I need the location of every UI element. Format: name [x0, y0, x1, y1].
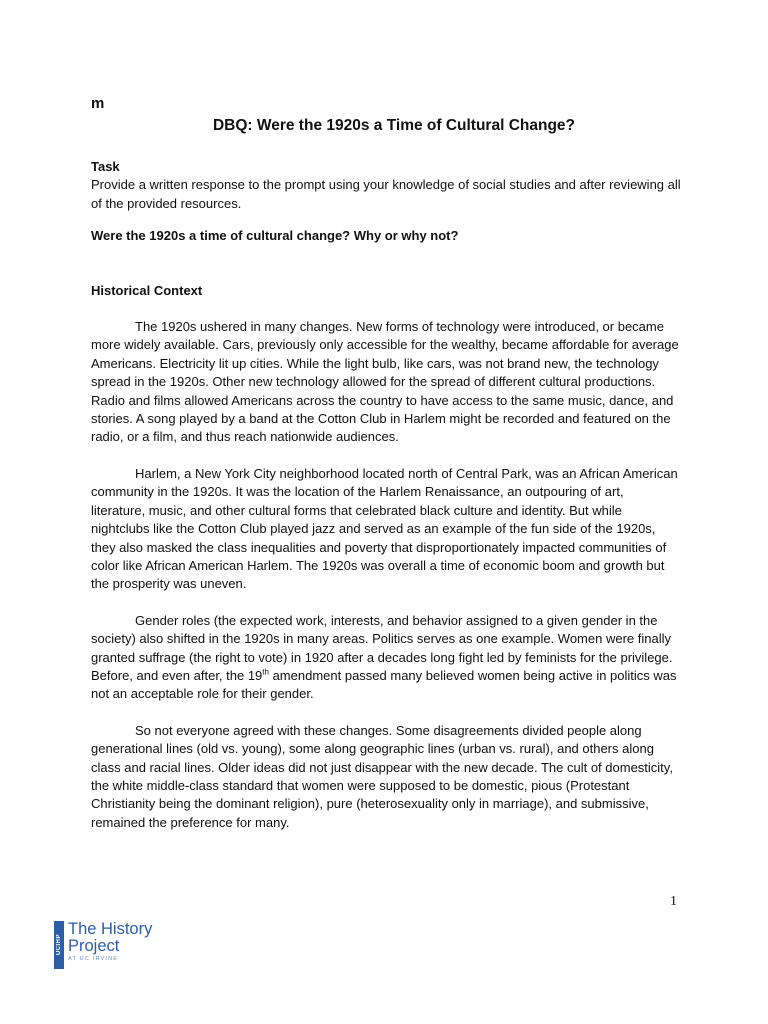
- paragraph-3-text-a: Gender roles (the expected work, interests, and behavior assigned to a given gender in the society) also shifted in the 1920s in many areas. Politics serves as one example. Women were finally granted suffrage (the right to vote) in 1920 after a decades long fight led by feminists for the privilege. Before, and even after, the 19: [91, 612, 673, 683]
- logo-vertical-bar: [54, 921, 64, 969]
- context-paragraph-4: So not everyone agreed with these changes. Some disagreements divided people along generational lines (old vs. young), some along geographic lines (urban vs. rural), and others along class and racial lines. Older ideas did not just disappear with the new decade. The cult of domesticity, the white middle-class standard that women were supposed to be domestic, pious (Protestant Christianity being the dominant religion), pure (heterosexuality only in marriage), and submissive, remained the preference for many.: [91, 722, 673, 830]
- logo-line-1: The History: [68, 920, 153, 938]
- history-project-logo: [54, 921, 152, 969]
- context-paragraph-1: The 1920s ushered in many changes. New forms of technology were introduced, or became more widely available. Cars, previously only accessible for the wealthy, became affordable for average Americans. Electricity lit up cities. While the light bulb, like cars, was not brand new, the technology spread in the 1920s. Other new technology allowed for the spread of different cultural productions. Radio and films allowed Americans across the country to have access to the same music, dance, and stories. A song played by a band at the Cotton Club in Harlem might be recorded and featured on the radio, or a film, and thus reach nationwide audiences.: [91, 319, 679, 445]
- page-number: 1: [670, 894, 677, 909]
- historical-context-heading: Historical Context: [91, 282, 203, 298]
- document-title: DBQ: Were the 1920s a Time of Cultural Change?: [212, 117, 576, 134]
- task-heading: Task: [91, 159, 120, 174]
- stray-mark: m: [91, 95, 105, 112]
- ordinal-superscript: th: [262, 667, 269, 677]
- document-body: [91, 158, 681, 832]
- logo-subtitle: AT UC IRVINE: [68, 956, 119, 962]
- paragraph-3-text-b: amendment passed many believed women being active in politics was not an acceptable role for their gender.: [91, 667, 677, 702]
- task-instructions: Provide a written response to the prompt using your knowledge of social studies and after reviewing all of the provided resources.: [91, 177, 681, 211]
- prompt-question: Were the 1920s a time of cultural change? Why or why not?: [91, 228, 459, 244]
- logo-wordmark: [68, 921, 152, 969]
- context-paragraph-2: Harlem, a New York City neighborhood located north of Central Park, was an African American community in the 1920s. It was the location of the Harlem Renaissance, an outpouring of art, literature, music, and other cultural forms that celebrated black culture and identity. But while nightclubs like the Cotton Club played jazz and served as an example of the fun side of the 1920s, they also masked the class inequalities and poverty that disproportionately impacted communities of color like African American Harlem. The 1920s was overall a time of economic boom and growth but the prosperity was uneven.: [91, 465, 678, 592]
- logo-bar-text: UCIHP: [56, 934, 62, 956]
- context-paragraph-3: [91, 612, 681, 704]
- logo-line-2: Project: [68, 937, 120, 955]
